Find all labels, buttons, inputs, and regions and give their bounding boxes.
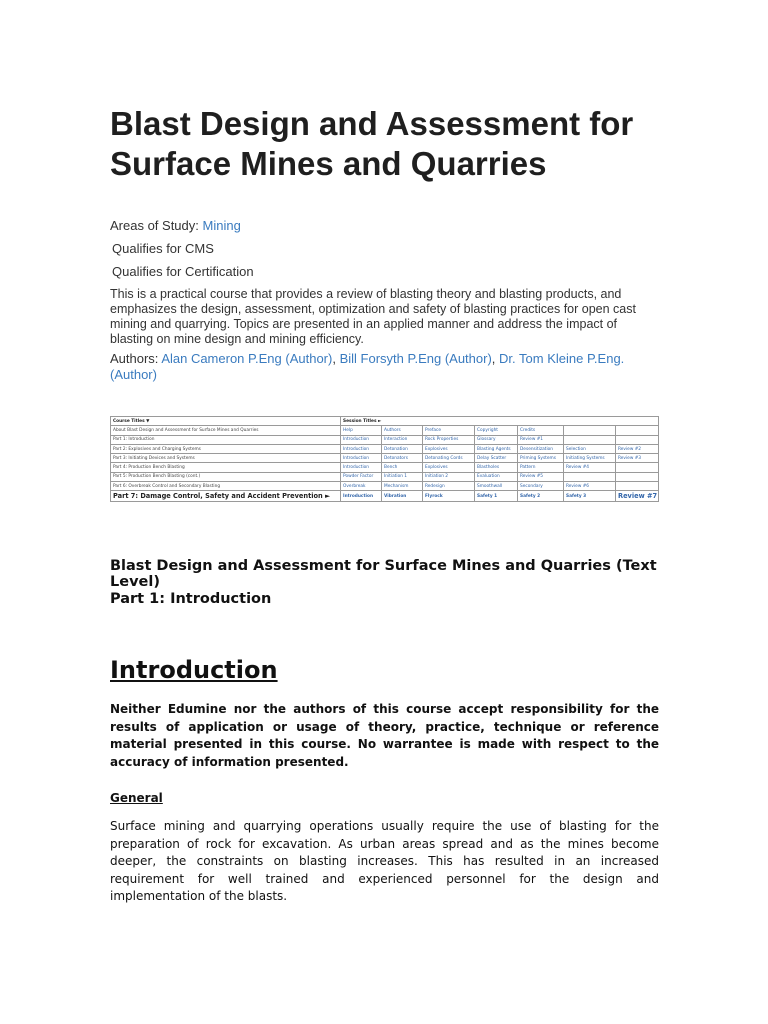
session-link[interactable]: Smoothwall	[475, 482, 518, 491]
qualifies-certification: Qualifies for Certification	[112, 264, 254, 279]
session-link[interactable]: Detonating Cords	[423, 454, 475, 463]
session-link[interactable]: Preface	[423, 426, 475, 435]
course-description: This is a practical course that provides a review of blasting theory and blasting products, and emphasizes the design, assessment, optimization and safety of blasting practices for open cast mining and quarrying. Topics are presented in an applied manner and address the impact of blasting on mine design and mining efficiency.	[110, 287, 636, 346]
session-link[interactable]: Introduction	[341, 444, 382, 453]
session-link[interactable]: Safety 3	[564, 491, 616, 502]
session-table-row	[111, 482, 659, 491]
session-link[interactable]: Initiating Systems	[564, 454, 616, 463]
author-separator: ,	[491, 351, 500, 366]
author-separator: ,	[332, 351, 340, 366]
session-link[interactable]: Selection	[564, 444, 616, 453]
session-link[interactable]: Glossary	[475, 435, 518, 444]
author-link-kleine[interactable]: Dr. Tom Kleine P.Eng. (Author)	[110, 351, 625, 382]
session-link[interactable]: Introduction	[341, 491, 382, 502]
course-titles-header: Course Titles ▼	[111, 417, 341, 426]
session-link[interactable]: Vibration	[382, 491, 423, 502]
session-link[interactable]: Authors	[382, 426, 423, 435]
session-link[interactable]: Review #4	[564, 463, 616, 472]
authors-line	[110, 351, 660, 383]
session-link[interactable]: Introduction	[341, 454, 382, 463]
authors-label: Authors:	[110, 351, 162, 366]
empty-cell	[616, 435, 659, 444]
session-link[interactable]: Review #1	[518, 435, 564, 444]
course-title-cell: Part 3: Initiating Devices and Systems	[111, 454, 341, 463]
session-link[interactable]: Detonators	[382, 454, 423, 463]
empty-cell	[616, 482, 659, 491]
session-link[interactable]: Explosives	[423, 463, 475, 472]
session-link[interactable]: Bench	[382, 463, 423, 472]
session-table-row	[111, 435, 659, 444]
session-link[interactable]: Initiation 1	[382, 472, 423, 481]
session-link[interactable]: Safety 2	[518, 491, 564, 502]
session-link[interactable]: Interaction	[382, 435, 423, 444]
session-link[interactable]: Mechanism	[382, 482, 423, 491]
disclaimer-paragraph: Neither Edumine nor the authors of this course accept responsibility for the results of application or usage of theory, practice, technique or reference material presented in this course. No warrantee is made with respect to the accuracy of information presented.	[110, 702, 659, 769]
course-title: Blast Design and Assessment for Surface Mines and Quarries	[110, 105, 634, 182]
session-link[interactable]: Overbreak	[341, 482, 382, 491]
session-link[interactable]: Desensitization	[518, 444, 564, 453]
session-link[interactable]: Credits	[518, 426, 564, 435]
session-link[interactable]: Redesign	[423, 482, 475, 491]
course-title-cell: Part 2: Explosives and Charging Systems	[111, 444, 341, 453]
session-table-row	[111, 463, 659, 472]
text-level-title: Blast Design and Assessment for Surface Mines and Quarries (Text Level)	[110, 558, 657, 590]
areas-link-mining[interactable]: Mining	[202, 218, 241, 233]
empty-cell	[616, 426, 659, 435]
session-link[interactable]: Review #5	[518, 472, 564, 481]
empty-cell	[616, 472, 659, 481]
session-table-header	[111, 417, 659, 426]
session-link[interactable]: Flyrock	[423, 491, 475, 502]
course-title-cell: Part 7: Damage Control, Safety and Accident Prevention ►	[111, 491, 341, 502]
session-link[interactable]: Blasting Agents	[475, 444, 518, 453]
session-link[interactable]: Review #6	[564, 482, 616, 491]
session-titles-header: Session Titles ►	[341, 417, 659, 426]
session-link[interactable]: Review #7	[616, 491, 659, 502]
session-table-row	[111, 426, 659, 435]
session-link[interactable]: Priming Systems	[518, 454, 564, 463]
general-paragraph: Surface mining and quarrying operations usually require the use of blasting for the preparation of rock for excavation. As urban areas spread and as the mines become deeper, the constraints on blasting increases. This has resulted in an increased requirement for well trained and experienced personnel for the design and implementation of the blasts.	[110, 819, 659, 903]
session-link[interactable]: Review #3	[616, 454, 659, 463]
part-title: Part 1: Introduction	[110, 591, 272, 607]
session-link[interactable]: Help	[341, 426, 382, 435]
session-link[interactable]: Delay Scatter	[475, 454, 518, 463]
areas-of-study	[110, 218, 241, 233]
course-title-cell: Part 6: Overbreak Control and Secondary Blasting	[111, 482, 341, 491]
course-title-cell: About Blast Design and Assessment for Surface Mines and Quarries	[111, 426, 341, 435]
session-link[interactable]: Secondary	[518, 482, 564, 491]
session-table-row	[111, 491, 659, 502]
session-link[interactable]: Rock Properties	[423, 435, 475, 444]
general-heading: General	[110, 791, 163, 805]
empty-cell	[564, 435, 616, 444]
qualifies-cms: Qualifies for CMS	[112, 241, 214, 256]
course-title-cell: Part 5: Production Bench Blasting (cont.)	[111, 472, 341, 481]
session-link[interactable]: Introduction	[341, 435, 382, 444]
session-link[interactable]: Initiation 2	[423, 472, 475, 481]
session-table-row	[111, 444, 659, 453]
session-link[interactable]: Powder Factor	[341, 472, 382, 481]
course-title-cell: Part 4: Production Bench Blasting	[111, 463, 341, 472]
session-link[interactable]: Pattern	[518, 463, 564, 472]
session-link[interactable]: Blastholes	[475, 463, 518, 472]
session-link[interactable]: Detonation	[382, 444, 423, 453]
empty-cell	[564, 426, 616, 435]
introduction-heading: Introduction	[110, 656, 278, 684]
areas-label: Areas of Study:	[110, 218, 203, 233]
session-link[interactable]: Review #2	[616, 444, 659, 453]
session-link[interactable]: Copyright	[475, 426, 518, 435]
session-table	[110, 416, 659, 502]
course-title-cell: Part 1: Introduction	[111, 435, 341, 444]
author-link-cameron[interactable]: Alan Cameron P.Eng (Author)	[161, 351, 333, 366]
session-table-row	[111, 454, 659, 463]
session-link[interactable]: Introduction	[341, 463, 382, 472]
session-link[interactable]: Explosives	[423, 444, 475, 453]
author-link-forsyth[interactable]: Bill Forsyth P.Eng (Author)	[339, 351, 492, 366]
session-link[interactable]: Safety 1	[475, 491, 518, 502]
empty-cell	[564, 472, 616, 481]
session-link[interactable]: Evaluation	[475, 472, 518, 481]
session-table-row	[111, 472, 659, 481]
empty-cell	[616, 463, 659, 472]
